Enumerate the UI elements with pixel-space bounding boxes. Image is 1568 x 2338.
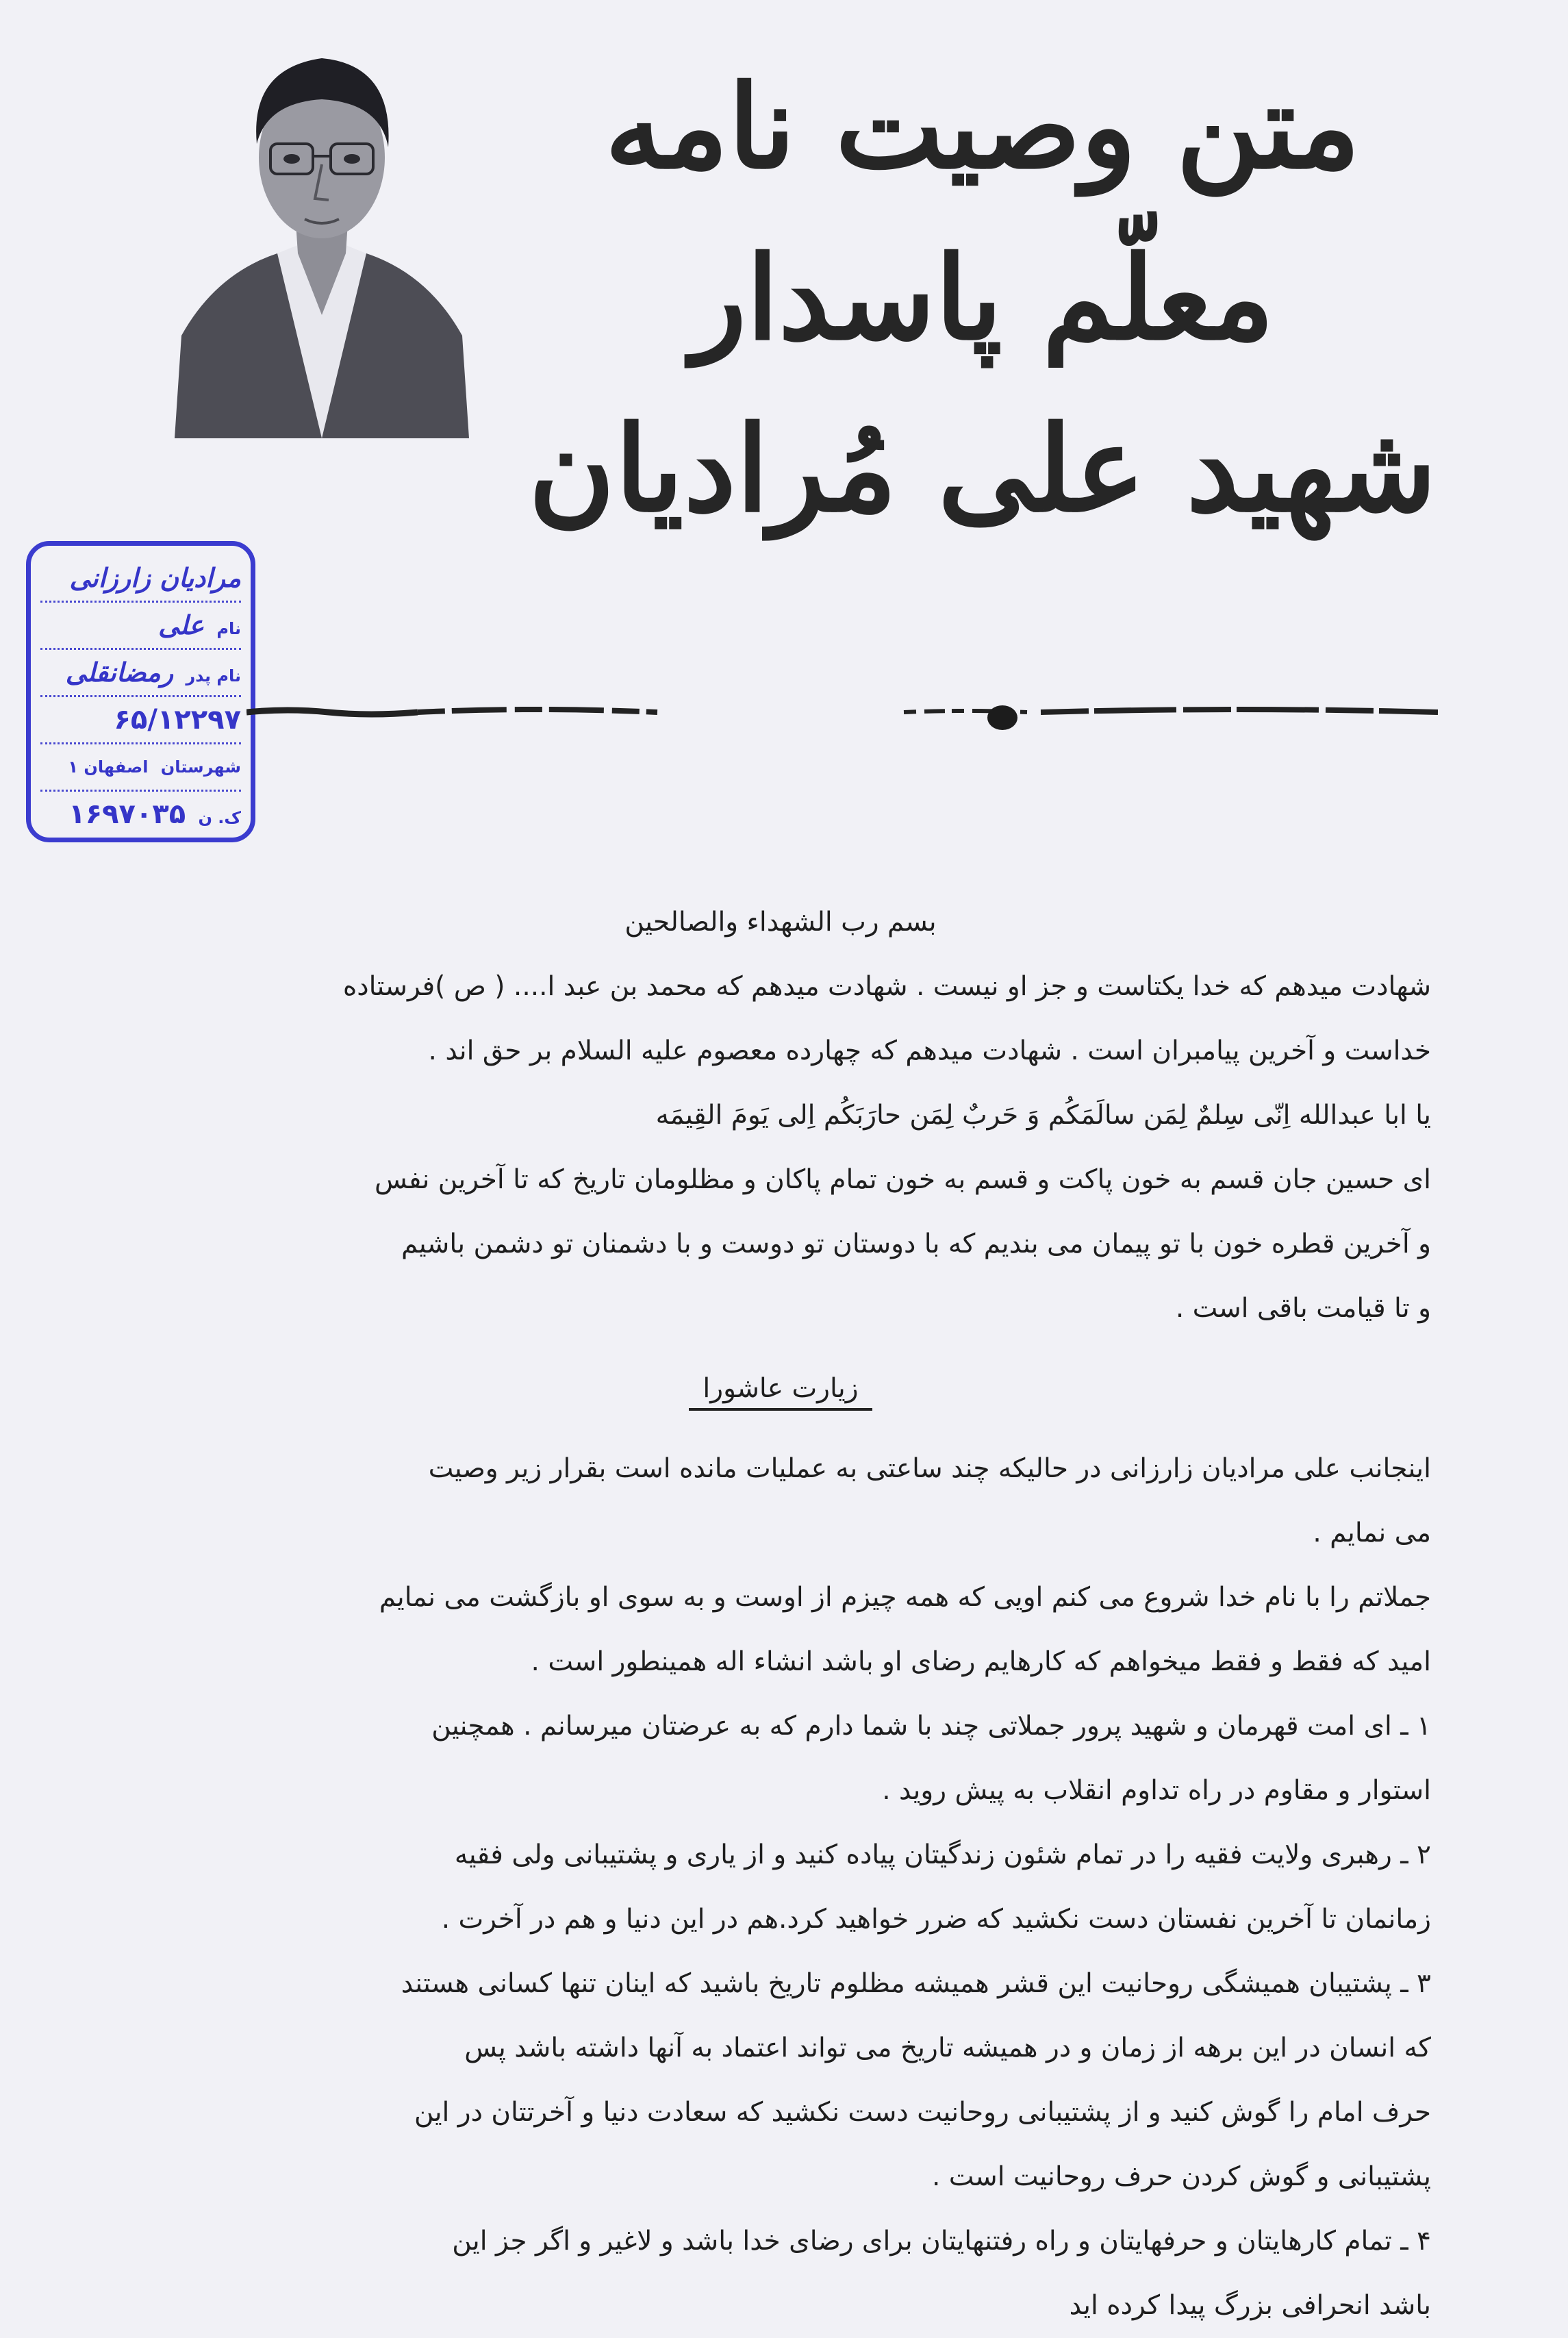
- decorative-divider: [246, 692, 1438, 733]
- ziarat-ashura-text: زیارت عاشورا: [689, 1373, 872, 1411]
- stamp-name: علی: [158, 610, 205, 640]
- archive-stamp: [26, 541, 255, 842]
- paragraph-line: زمانمان تا آخرین نفستان دست نکشید که ضرر خواهید کرد.هم در این دنیا و هم در آخرت .: [441, 1904, 1431, 1935]
- paragraph-line: خداست و آخرین پیامبران است . شهادت میدهم که چهارده معصوم علیه السلام بر حق اند .: [428, 1035, 1431, 1066]
- paragraph-line: اینجانب علی مرادیان زارزانی در حالیکه چند ساعتی به عملیات مانده است بقرار زیر وصیت: [428, 1453, 1431, 1484]
- document-title: [479, 41, 1486, 555]
- paragraph-line: ای حسین جان قسم به خون پاکت و قسم به خون تمام پاکان و مظلومان تاریخ که تا آخرین نفس: [375, 1164, 1431, 1195]
- stamp-row-father: [40, 650, 241, 697]
- stamp-city: اصفهان ۱: [68, 757, 149, 777]
- paragraph-line: امید که فقط و فقط میخواهم که کارهایم رضای او باشد انشاء اله همینطور است .: [531, 1646, 1431, 1677]
- will-body-text: [130, 890, 1431, 2338]
- stamp-father-label: نام پدر: [186, 666, 241, 686]
- ziarat-quote: یا ابا عبدالله اِنّی سِلمٌ لِمَن سالَمَکُم وَ حَربٌ لِمَن حارَبَکُم اِلی یَومَ القِیمَه: [655, 1100, 1431, 1131]
- stamp-city-label: شهرستان: [160, 757, 241, 777]
- paragraph-line: ۴ ـ تمام کارهایتان و حرفهایتان و راه رفتنهایتان برای رضای خدا باشد و لاغیر و اگر جز این: [452, 2226, 1431, 2257]
- stamp-row-number: [40, 697, 241, 744]
- stamp-row-city: [40, 744, 241, 792]
- paragraph-line: پشتیبانی و گوش کردن حرف روحانیت است .: [931, 2161, 1431, 2192]
- paragraph-line: که انسان در این برهه از زمان و در همیشه تاریخ می تواند اعتماد به آنها داشته باشد پس: [464, 2033, 1431, 2063]
- stamp-number: ۶۵/۱۲۲۹۷: [114, 704, 241, 736]
- stamp-name-label: نام: [216, 619, 241, 638]
- title-line-1: متن وصیت نامه معلّم پاسدار: [605, 59, 1361, 366]
- stamp-father: رمضانقلی: [65, 657, 174, 688]
- paragraph-line: استوار و مقاوم در راه تداوم انقلاب به پیش روید .: [882, 1775, 1431, 1806]
- stamp-id-label: ک. ن: [198, 808, 241, 827]
- paragraph-line: شهادت میدهم که خدا یکتاست و جز او نیست . شهادت میدهم که محمد بن عبد ا.... ( ص )فرستاده: [342, 971, 1431, 1002]
- title-line-2: شهید علی مُرادیان: [528, 399, 1437, 538]
- paragraph-line: ۲ ـ رهبری ولایت فقیه را در تمام شئون زندگیتان پیاده کنید و از یاری و پشتیبانی ولی فقیه: [454, 1839, 1431, 1870]
- paragraph-line: و آخرین قطره خون با تو پیمان می بندیم که با دوستان تو دوست و با دشمنان تو دشمن باشیم: [401, 1229, 1431, 1259]
- paragraph-line: ۱ ـ ای امت قهرمان و شهید پرور جملاتی چند با شما دارم که به عرضتان میرسانم . همچنین: [431, 1711, 1431, 1742]
- paragraph-line: باشد انحرافی بزرگ پیدا کرده اید: [1069, 2290, 1431, 2321]
- stamp-row-id: [40, 792, 241, 837]
- stamp-row-name: [40, 603, 241, 650]
- martyr-portrait-photo: [175, 27, 469, 438]
- paragraph-line: و تا قیامت باقی است .: [1175, 1293, 1431, 1324]
- paragraph-line: حرف امام را گوش کنید و از پشتیبانی روحانیت دست نکشید که سعادت دنیا و آخرتتان در این: [414, 2097, 1431, 2128]
- paragraph-line: می نمایم .: [1313, 1518, 1431, 1548]
- paragraph-line: ۳ ـ پشتیبان همیشگی روحانیت این قشر همیشه مظلوم تاریخ باشید که اینان تنها کسانی هستند: [401, 1968, 1431, 1999]
- paragraph-line: جملاتم را با نام خدا شروع می کنم اویی که همه چیزم از اوست و به سوی او بازگشت می نمایم: [379, 1582, 1431, 1613]
- stamp-id: ۱۶۹۷۰۳۵: [68, 799, 186, 830]
- ziarat-ashura-caption: [130, 1341, 1431, 1437]
- stamp-family-name: مرادیان زارزانی: [69, 563, 241, 593]
- stamp-row-family: [40, 555, 241, 603]
- bismillah-heading: بسم رب الشهداء والصالحین: [624, 907, 937, 938]
